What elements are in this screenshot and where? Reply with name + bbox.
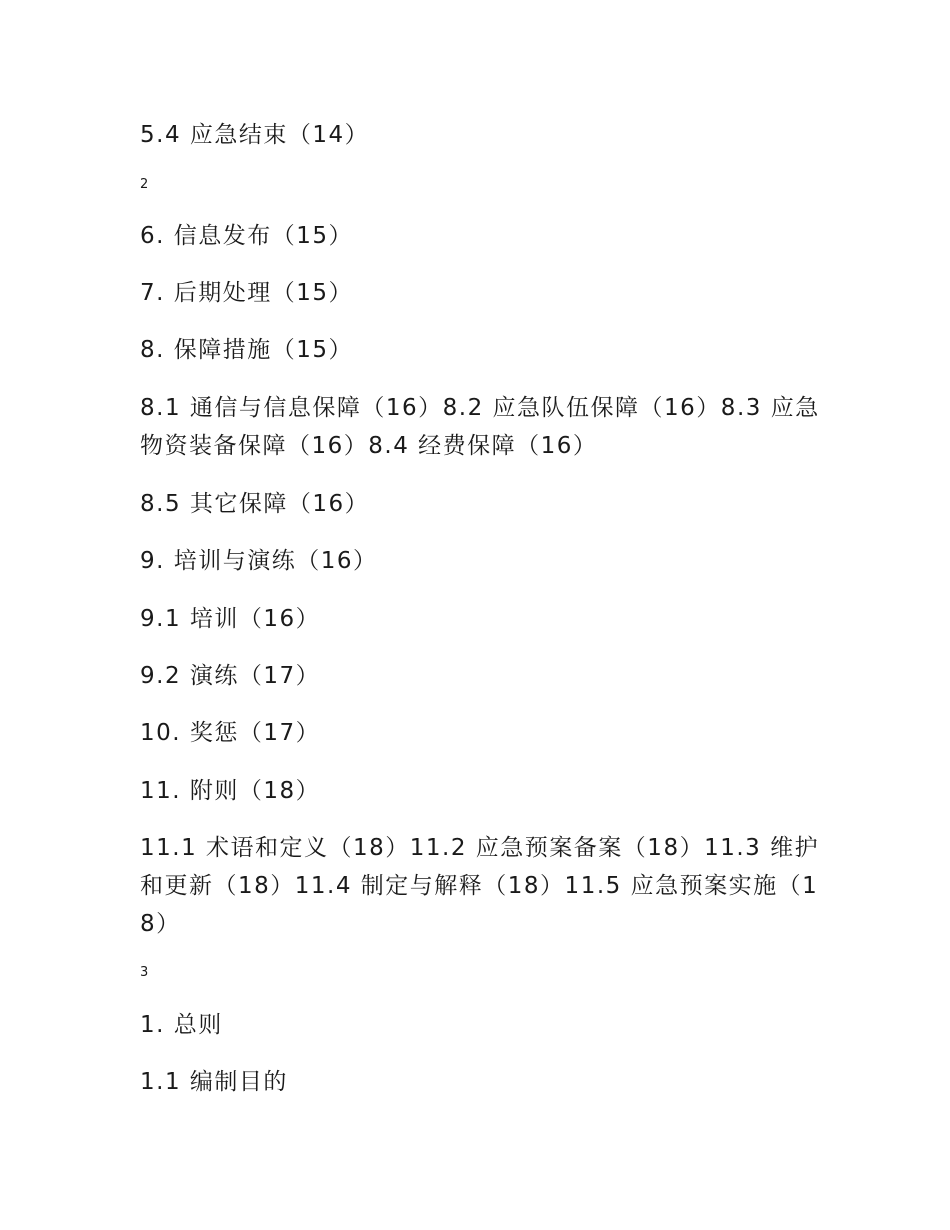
section-heading: 1. 总则 — [140, 1012, 223, 1038]
page-number: 3 — [140, 965, 149, 980]
toc-entry-9-1: 9.1 培训（16） — [140, 606, 321, 632]
toc-entry-10: 10. 奖惩（17） — [140, 720, 321, 746]
toc-entry-9-2: 9.2 演练（17） — [140, 663, 321, 689]
toc-entry-8-1-to-8-4: 8.1 通信与信息保障（16）8.2 应急队伍保障（16）8.3 应急物资装备保障（16）8.4 经费保障（16） — [140, 395, 820, 459]
toc-entry-6: 6. 信息发布（15） — [140, 223, 354, 249]
toc-entry-9: 9. 培训与演练（16） — [140, 548, 378, 574]
page-number: 2 — [140, 177, 149, 192]
toc-entry-11-1-to-11-5: 11.1 术语和定义（18）11.2 应急预案备案（18）11.3 维护和更新（18）11.4 制定与解释（18）11.5 应急预案实施（18） — [140, 835, 820, 937]
toc-entry-8-5: 8.5 其它保障（16） — [140, 491, 370, 517]
subsection-heading: 1.1 编制目的 — [140, 1069, 288, 1095]
toc-entry-7: 7. 后期处理（15） — [140, 280, 354, 306]
toc-entry-8: 8. 保障措施（15） — [140, 337, 354, 363]
toc-entry-11: 11. 附则（18） — [140, 778, 321, 804]
toc-entry-5-4: 5.4 应急结束（14） — [140, 122, 370, 148]
